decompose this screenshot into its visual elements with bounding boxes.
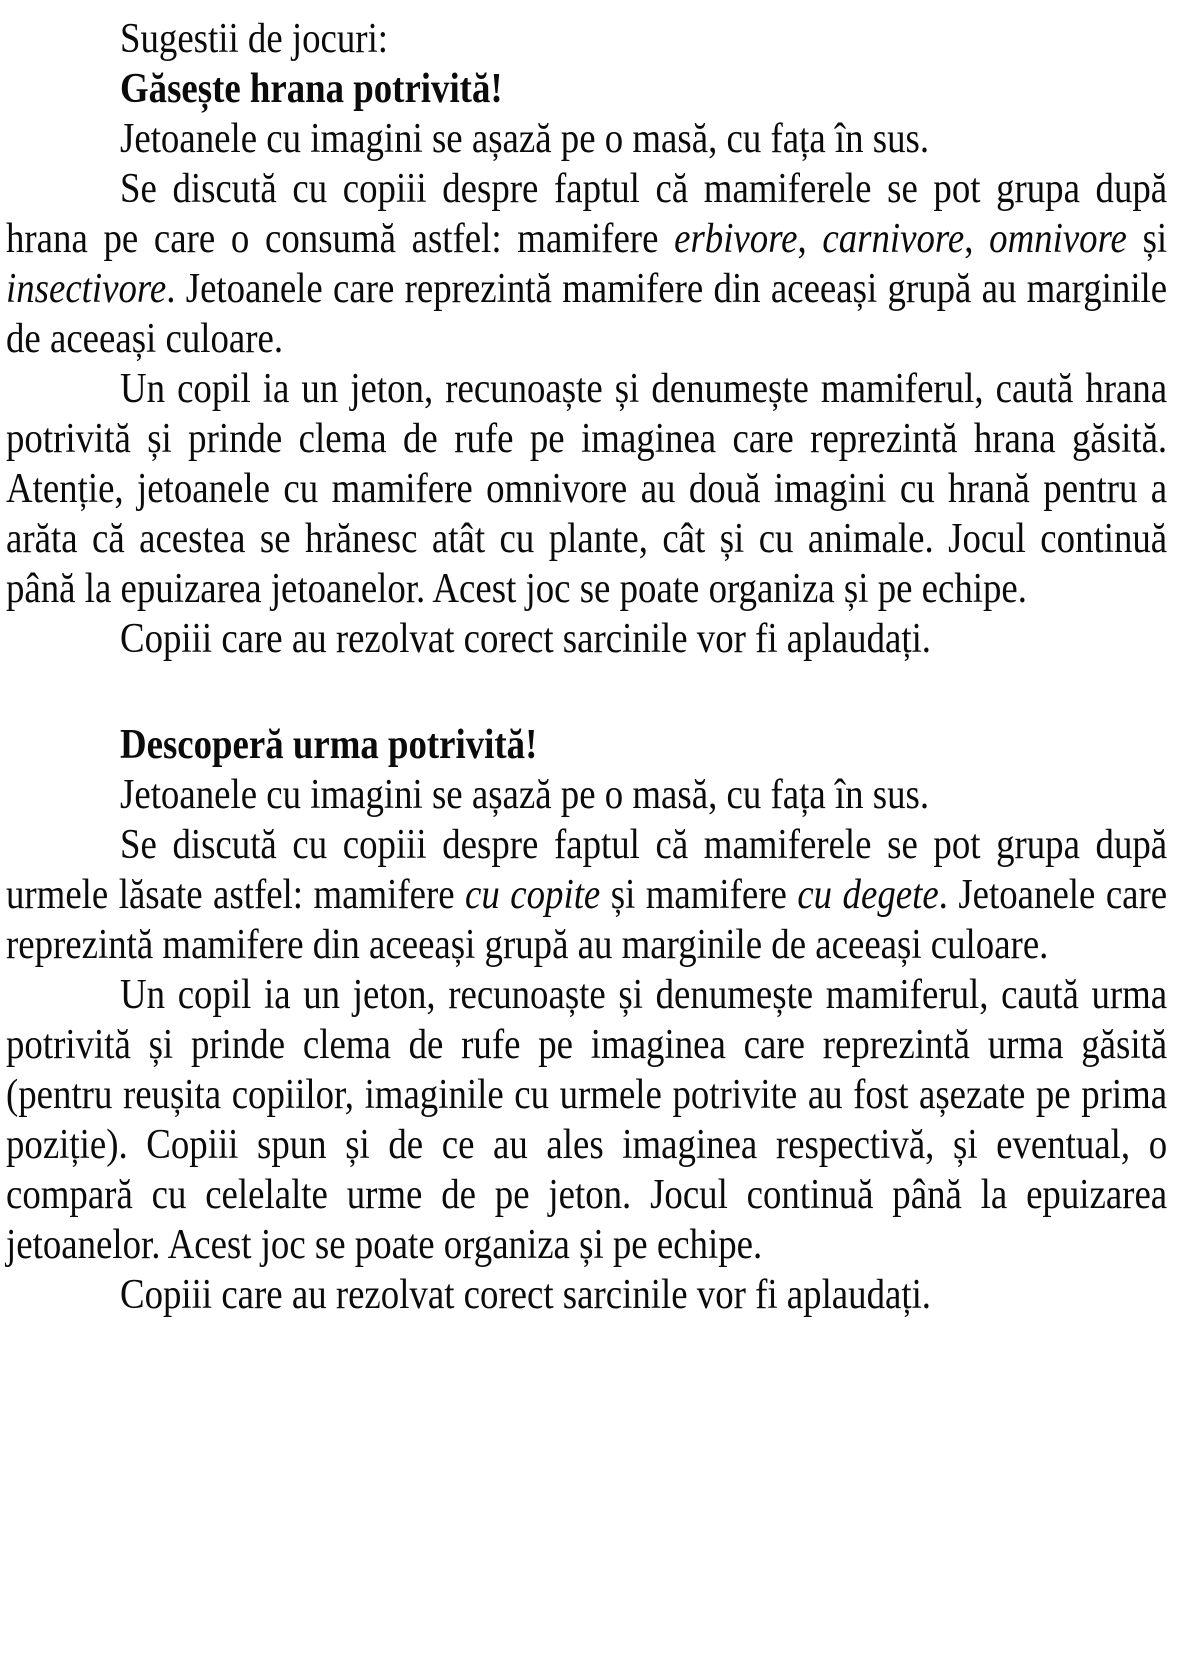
- text-run: . Jetoanele care reprezintă mamifere din aceeași grupă au marginile de aceeași culoare.: [6, 266, 1168, 362]
- text-run: Jetoanele cu imagini se așază pe o masă, cu fața în sus.: [120, 772, 930, 818]
- section-heading-urma: [6, 720, 1167, 770]
- text-run: și mamifere: [600, 872, 798, 918]
- text-run: Jetoanele cu imagini se așază pe o masă, cu fața în sus.: [120, 116, 930, 162]
- paragraph: [6, 164, 1167, 364]
- text-run: Un copil ia un jeton, recunoaște și denumește mamiferul, caută urma potrivită și prinde clema de rufe pe imaginea care reprezintă urma găsită (pentru reușita copiilor, imaginile cu urmele potrivite au fost așezate pe prima poziție). Copiii spun și de ce au ales imaginea respectivă, și eventual, o compară cu celelalte urme de pe jeton. Jocul continuă până la epuizarea jetoanelor. Acest joc se poate organiza și pe echipe.: [6, 972, 1168, 1268]
- text-run: Găsește hrana potrivită!: [120, 66, 503, 112]
- italic-text-run: omnivore: [989, 216, 1127, 262]
- italic-text-run: carnivore: [822, 216, 965, 262]
- text-run: Copiii care au rezolvat corect sarcinile vor fi aplaudați.: [120, 1272, 932, 1318]
- text-run: . Jetoanele care reprezintă mamifere din aceeași grupă au marginile de aceeași culoare.: [6, 872, 1168, 968]
- text-run: Se discută cu copiii despre faptul că mamiferele se pot grupa după hrana pe care o consumă astfel: mamifere: [6, 166, 1168, 262]
- italic-text-run: cu degete: [797, 872, 939, 918]
- italic-text-run: cu copite: [465, 872, 601, 918]
- paragraph: [6, 820, 1167, 970]
- text-run: Copiii care au rezolvat corect sarcinile vor fi aplaudați.: [120, 616, 932, 662]
- text-run: și: [1126, 216, 1168, 262]
- paragraph: [6, 614, 1167, 664]
- italic-text-run: insectivore: [6, 266, 167, 312]
- text-run: ,: [964, 216, 990, 262]
- paragraph: [6, 364, 1167, 614]
- text-run: Sugestii de jocuri:: [120, 16, 389, 62]
- text-run: Un copil ia un jeton, recunoaște și denumește mamiferul, caută hrana potrivită și prinde clema de rufe pe imaginea care reprezintă hrana găsită. Atenție, jetoanele cu mamifere omnivore au două imagini cu hrană pentru a arăta că acestea se hrănesc atât cu plante, cât și cu animale. Jocul continuă până la epuizarea jetoanelor. Acest joc se poate organiza și pe echipe.: [6, 366, 1168, 612]
- text-run: ,: [797, 216, 823, 262]
- intro-line: [6, 14, 1167, 64]
- paragraph: [6, 114, 1167, 164]
- paragraph: [6, 970, 1167, 1270]
- text-run: Descoperă urma potrivită!: [120, 722, 538, 768]
- italic-text-run: erbivore: [674, 216, 798, 262]
- text-run: Se discută cu copiii despre faptul că mamiferele se pot grupa după urmele lăsate astfel: mamifere: [6, 822, 1168, 918]
- paragraph: [6, 770, 1167, 820]
- section-heading-hrana: [6, 64, 1167, 114]
- document-text: [6, 14, 1167, 1320]
- paragraph: [6, 1270, 1167, 1320]
